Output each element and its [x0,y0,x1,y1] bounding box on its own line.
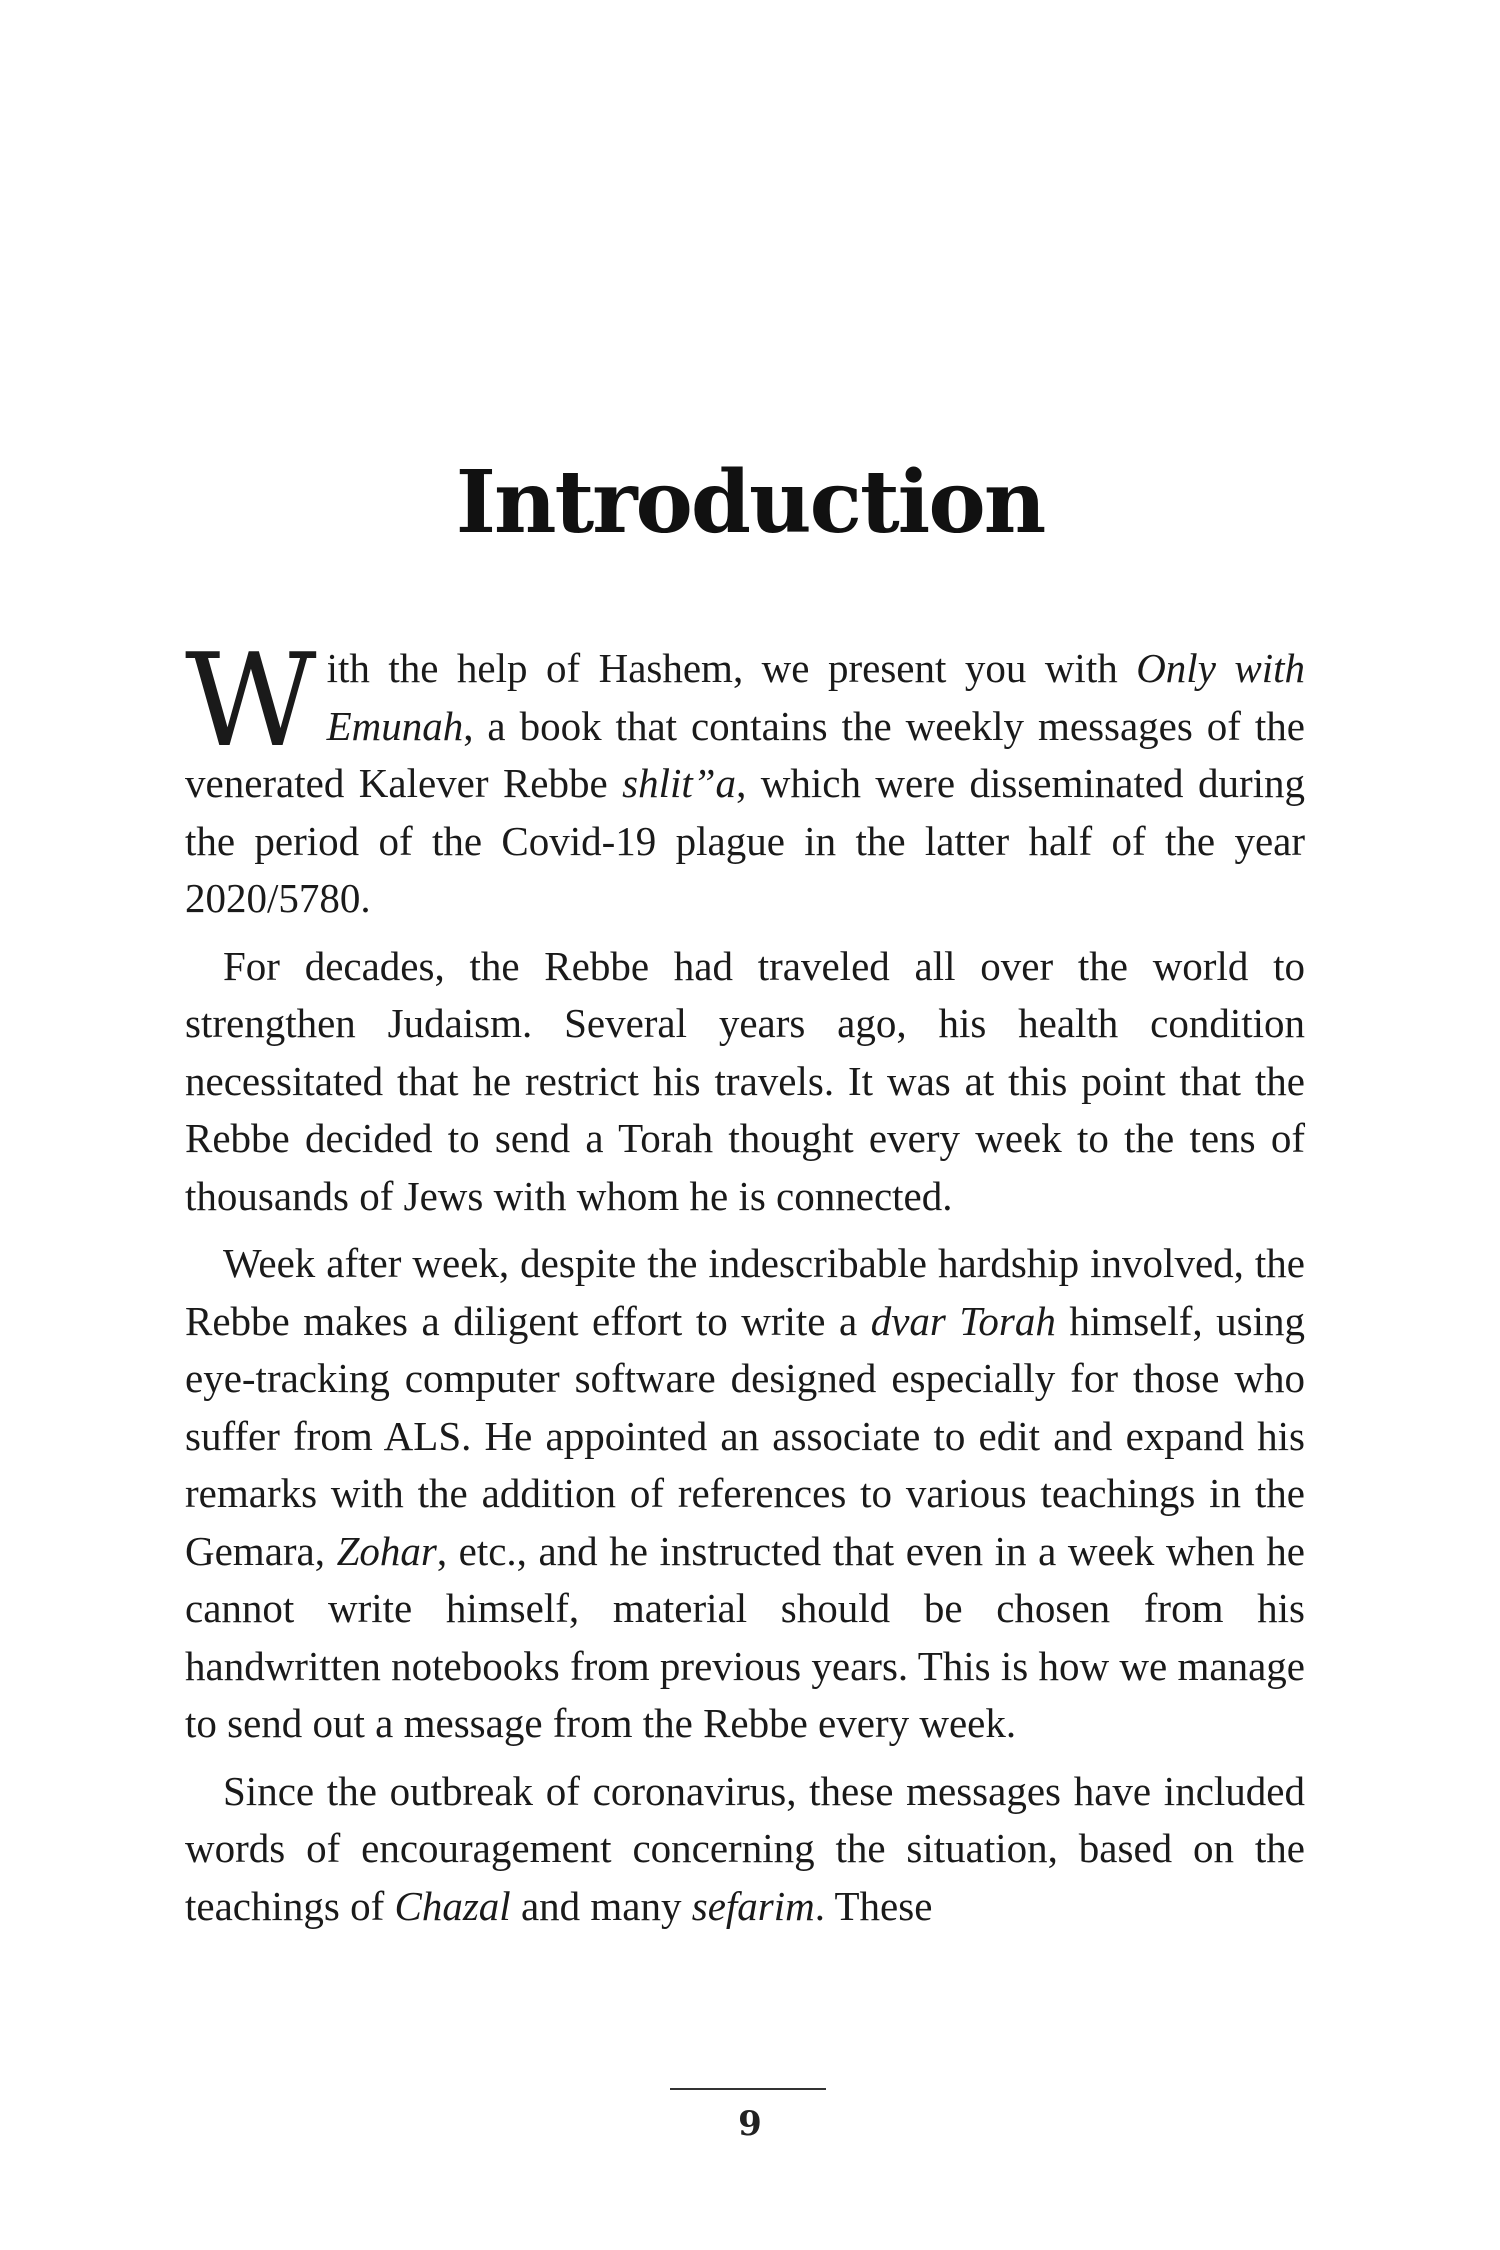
text-run: , etc., and he instructed that even in a week when he cannot write himself, material should be chosen from his handwritten notebooks from previous years. This is how we manage to send out a message from the Rebbe every week. [185,1527,1305,1746]
italic-term: Zohar [336,1527,437,1574]
text-run: For decades, the Rebbe had traveled all over the world to strengthen Judaism. Several years ago, his health condition necessitated that he restrict his travels. It was at this point that the Rebbe decided to send a Torah thought every week to the tens of thousands of Jews with whom he is connected. [185,942,1305,1219]
italic-term: shlit”a [622,760,737,806]
paragraph [185,1763,1305,1936]
italic-term: Chazal [394,1882,511,1929]
text-run: Since the outbreak of coronavirus, these messages have included words of encouragement concerning the situation, based on the teachings of [185,1767,1305,1929]
drop-cap: W [185,627,317,776]
italic-term: Only with Emunah [326,645,1305,749]
paragraph [185,938,1305,1226]
text-run: ith the help of Hashem, we present you with [326,645,1137,691]
text-run: , a book that contains the weekly messages of the venerated Kalever Rebbe [185,702,1305,806]
text-run: and many [510,1882,692,1929]
page-title: Introduction [455,452,1045,553]
text-run: , which were disseminated during the period of the Covid-19 plague in the latter half of the year 2020/5780. [185,760,1306,921]
page-number: 9 [738,2104,762,2144]
text-run: Week after week, despite the indescribable hardship involved, the Rebbe makes a diligent effort to write a [185,1240,1305,1344]
text-run: himself, using eye-tracking computer software designed especially for those who suffer from ALS. He appointed an associate to edit and expand his remarks with the addition of references to various teachings in the Gemara, [185,1297,1305,1574]
body-text [185,627,1306,1945]
footer-rule [670,2088,826,2090]
italic-term: sefarim [691,1882,815,1929]
text-run: . These [814,1882,933,1929]
italic-term: dvar Torah [870,1297,1056,1344]
paragraph [185,1235,1305,1753]
paragraph [185,627,1306,928]
